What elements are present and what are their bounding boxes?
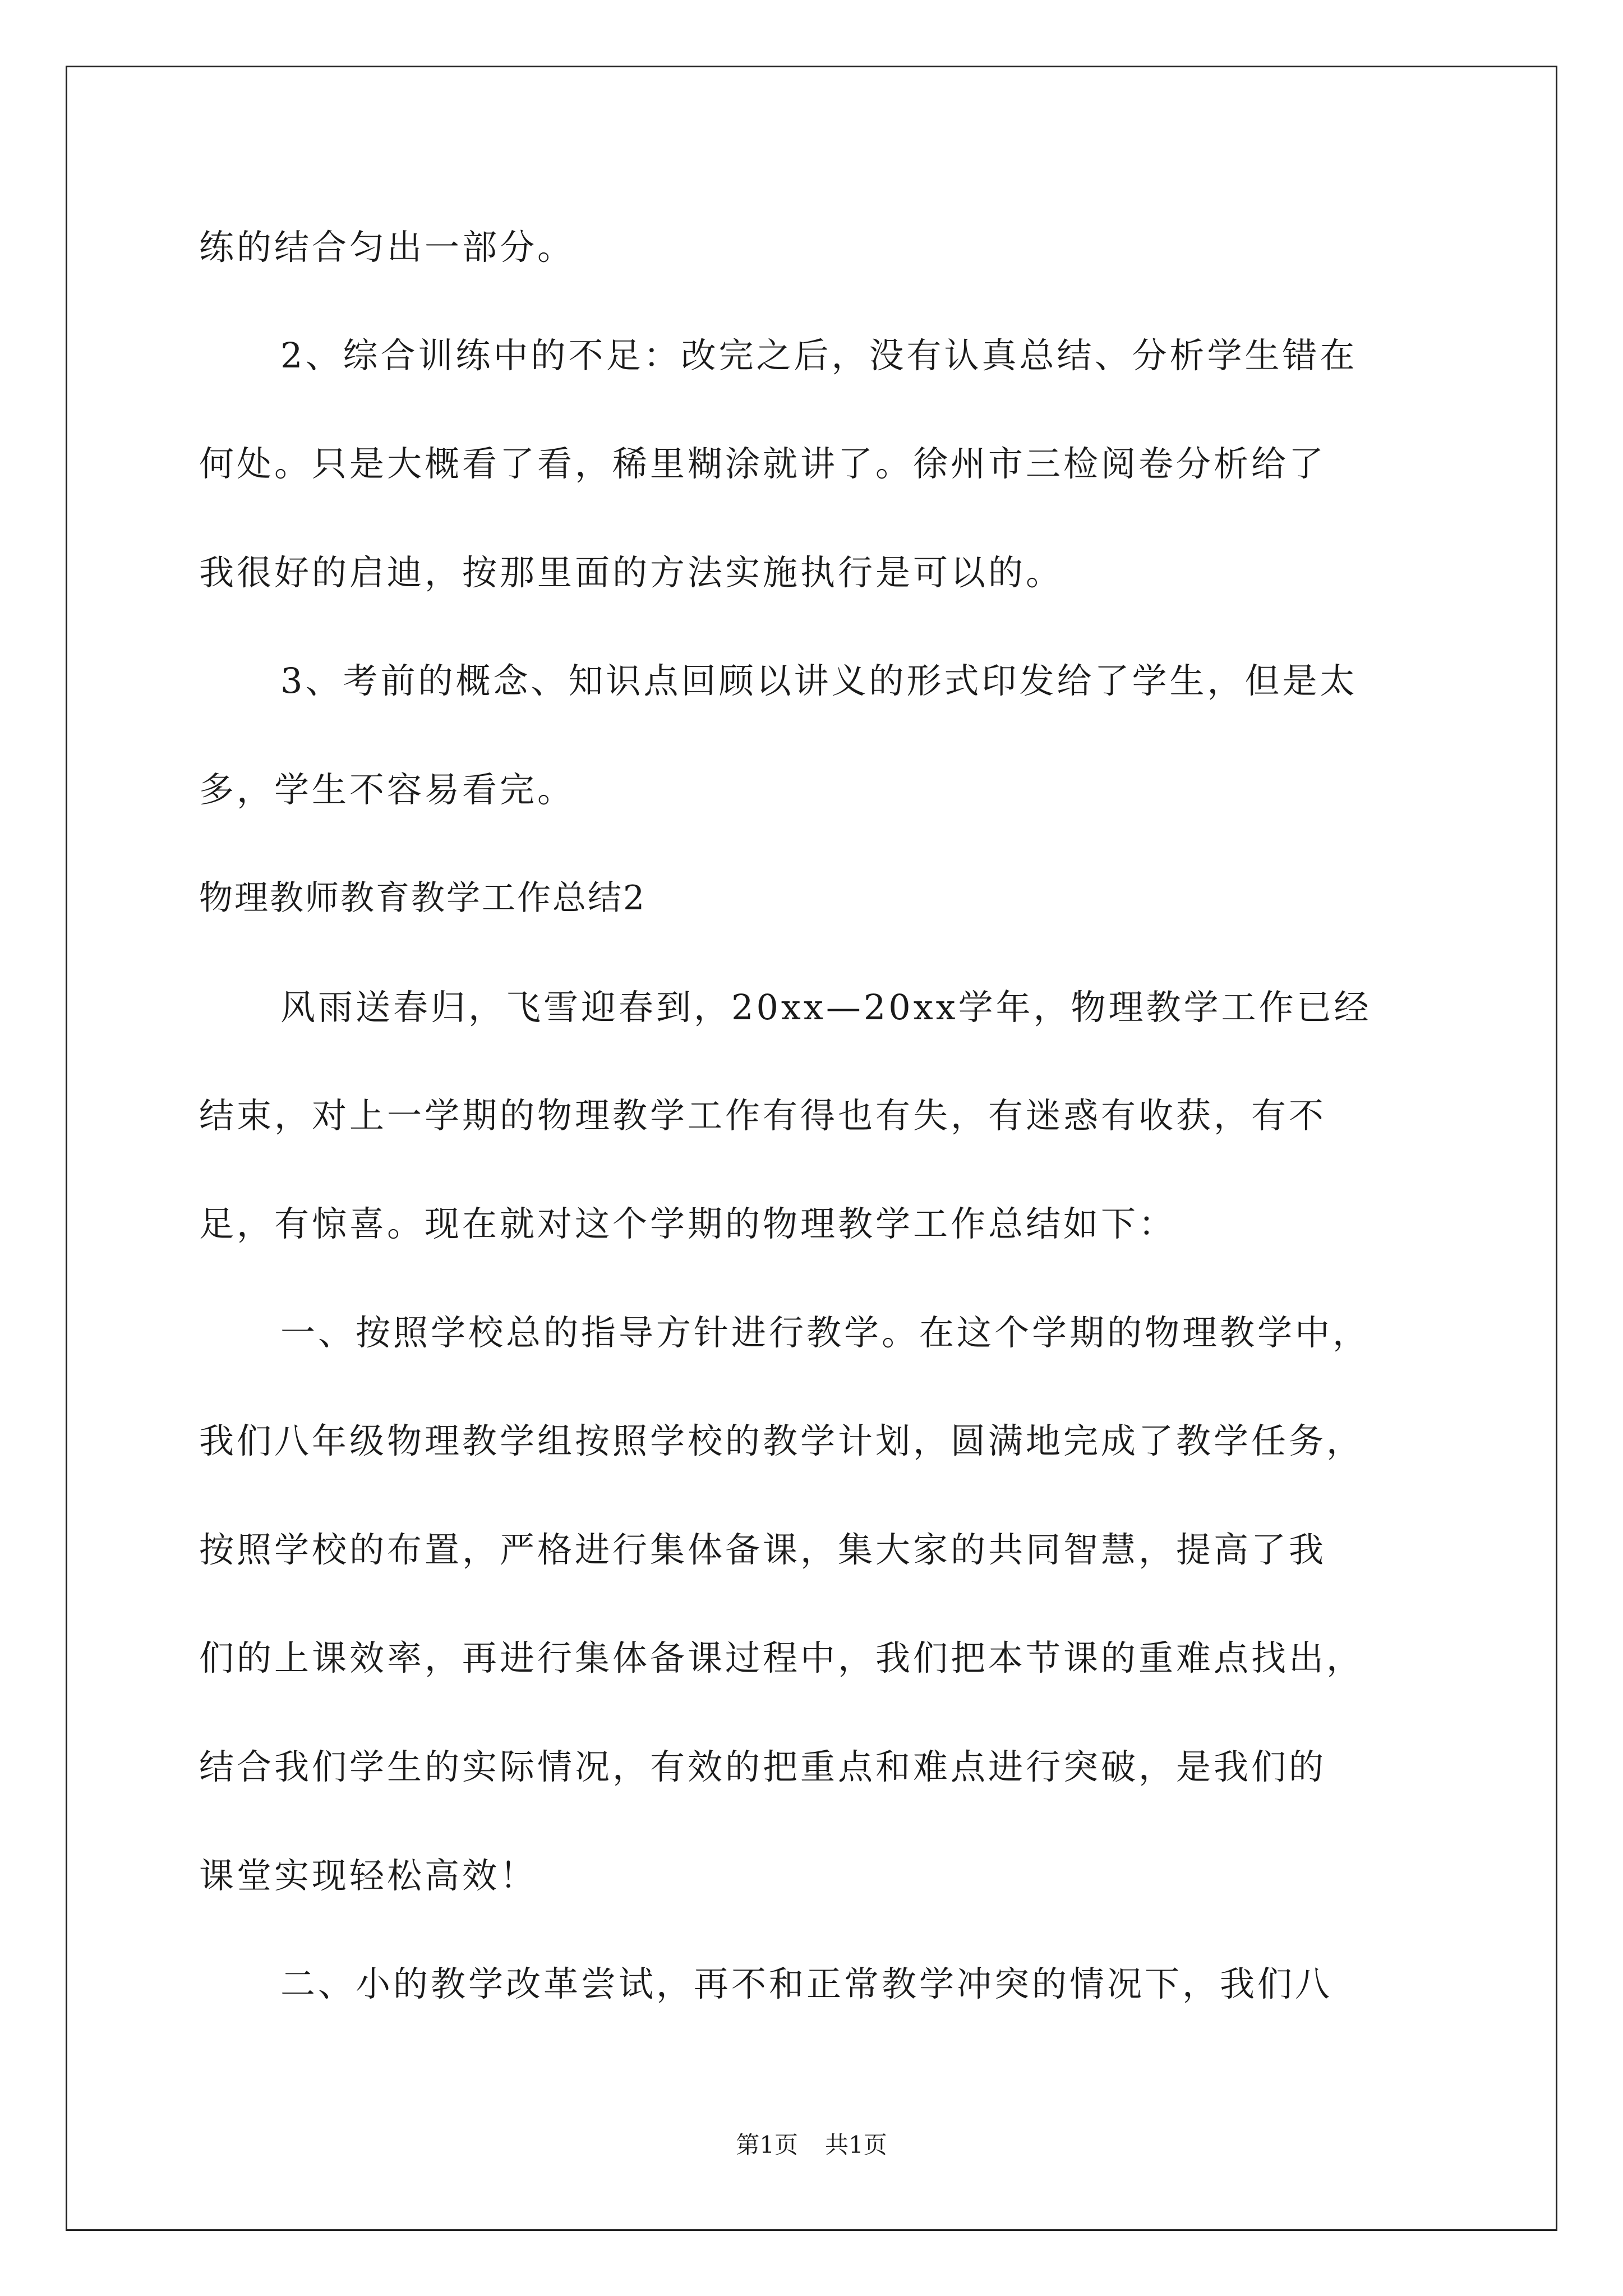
text-line: 练的结合匀出一部分。 [199, 227, 575, 268]
text-line: 我们八年级物理教学组按照学校的教学计划，圆满地完成了教学任务， [199, 1420, 1364, 1461]
text-line: 我很好的启迪，按那里面的方法实施执行是可以的。 [199, 552, 1064, 593]
text-line: 3、考前的概念、知识点回顾以讲义的形式印发给了学生，但是太 [280, 660, 1358, 701]
text-line: 2、综合训练中的不足：改完之后，没有认真总结、分析学生错在 [280, 335, 1358, 376]
text-line: 多，学生不容易看完。 [199, 769, 575, 810]
text-line: 何处。只是大概看了看，稀里糊涂就讲了。徐州市三检阅卷分析给了 [199, 443, 1327, 484]
text-line: 们的上课效率，再进行集体备课过程中，我们把本节课的重难点找出， [199, 1637, 1364, 1678]
page-count: 共1页 [825, 2131, 887, 2159]
text-line: 按照学校的布置，严格进行集体备课，集大家的共同智慧，提高了我 [199, 1529, 1327, 1570]
text-line: 足，有惊喜。现在就对这个学期的物理教学工作总结如下： [199, 1203, 1177, 1244]
text-line: 二、小的教学改革尝试，再不和正常教学冲突的情况下，我们八 [280, 1963, 1333, 2004]
section-heading: 物理教师教育教学工作总结2 [199, 878, 647, 918]
text-line: 结束，对上一学期的物理教学工作有得也有失，有迷惑有收获，有不 [199, 1095, 1327, 1136]
text-line: 结合我们学生的实际情况，有效的把重点和难点进行突破，是我们的 [199, 1746, 1327, 1787]
text-line: 课堂实现轻松高效！ [199, 1855, 538, 1896]
page-border [66, 66, 1557, 2231]
text-line: 一、按照学校总的指导方针进行教学。在这个学期的物理教学中， [280, 1312, 1371, 1353]
page-footer [0, 2133, 1623, 2157]
page-number: 第1页 [736, 2131, 798, 2159]
text-line: 风雨送春归，飞雪迎春到，20xx—20xx学年，物理教学工作已经 [280, 987, 1372, 1028]
